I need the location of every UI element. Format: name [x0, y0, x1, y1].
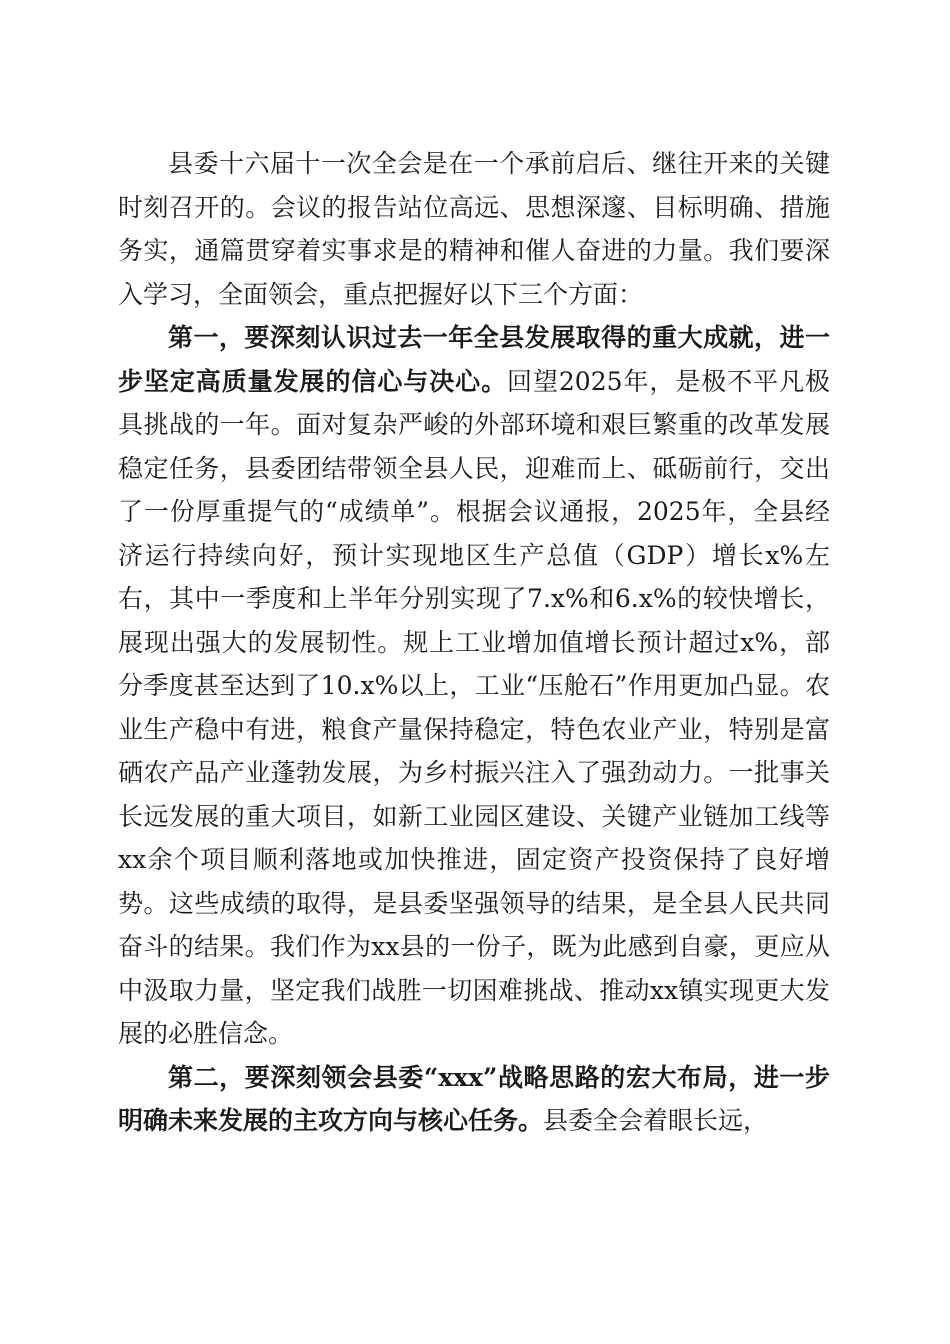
paragraph-body: 回望2025年，是极不平凡极具挑战的一年。面对复杂严峻的外部环境和艰巨繁重的改革发展稳定任务，县委团结带领全县人民，迎难而上、砥砺前行，交出了一份厚重提气的“成绩单”。根据会议通报，2025年，全县经济运行持续向好，预计实现地区生产总值（GDP）增长x%左右，其中一季度和上半年分别实现了7.x%和6.x%的较快增长，展现出强大的发展韧性。规上工业增加值增长预计超过x%，部分季度甚至达到了10.x%以上，工业“压舱石”作用更加凸显。农业生产稳中有进，粮食产量保持稳定，特色农业产业，特别是富硒农产品产业蓬勃发展，为乡村振兴注入了强劲动力。一批事关长远发展的重大项目，如新工业园区建设、关键产业链加工线等xx余个项目顺利落地或加快推进，固定资产投资保持了良好增势。这些成绩的取得，是县委坚强领导的结果，是全县人民共同奋斗的结果。我们作为xx县的一份子，既为此感到自豪，更应从中汲取力量，坚定我们战胜一切困难挑战、推动xx镇实现更大发展的必胜信念。 — [118, 366, 830, 1048]
paragraph-lead: 第一，要深刻认识过去一年全县发展取得的重大成就，进一步坚定高质量发展的信心与决心。 — [118, 323, 830, 396]
paragraph-body: 县委全会着眼长远， — [543, 1106, 769, 1135]
paragraph-body: 县委十六届十一次全会是在一个承前启后、继往开来的关键时刻召开的。会议的报告站位高远、思想深邃、目标明确、措施务实，通篇贯穿着实事求是的精神和催人奋进的力量。我们要深入学习，全面领会，重点把握好以下三个方面： — [118, 149, 830, 309]
paragraph-intro — [118, 142, 830, 316]
document-body — [118, 142, 830, 1143]
paragraph-point-one — [118, 316, 830, 1056]
paragraph-point-two — [118, 1056, 830, 1143]
paragraph-lead: 第二，要深刻领会县委“xxx”战略思路的宏大布局，进一步明确未来发展的主攻方向与核心任务。 — [118, 1062, 830, 1135]
